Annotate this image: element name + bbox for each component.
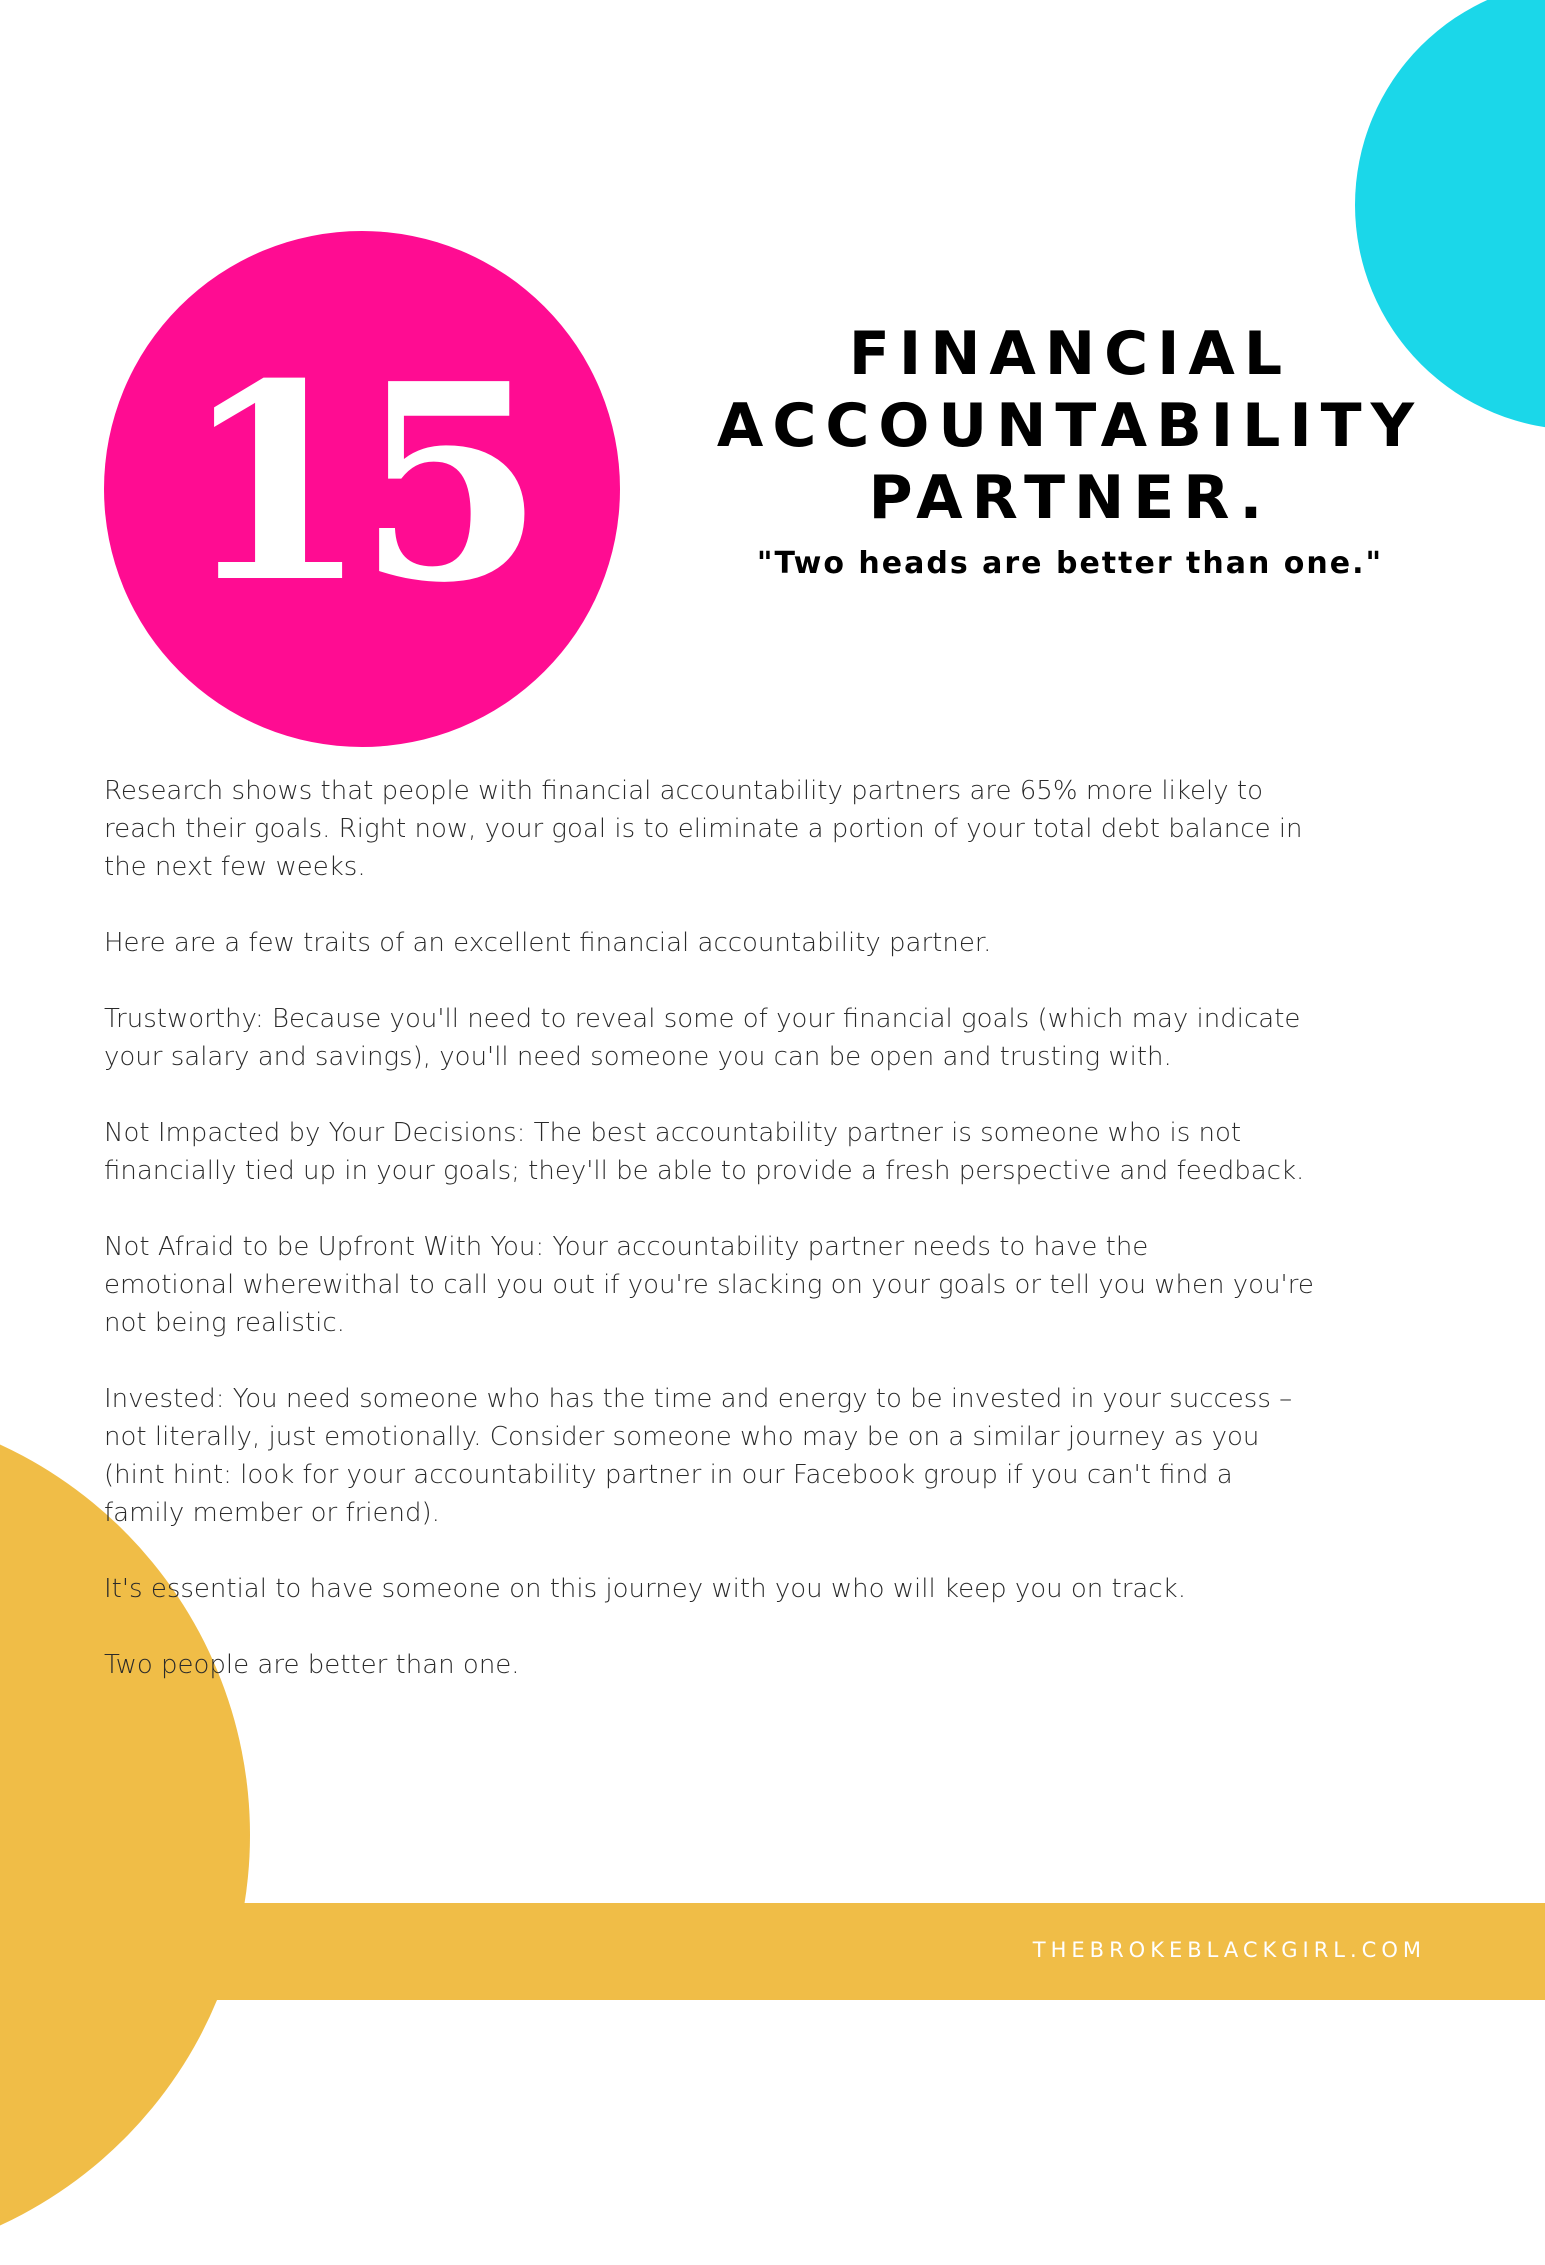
- paragraph-research: Research shows that people with financial accountability partners are 65% more likely to reach their goals. Right now, your goal is to eliminate a portion of your total debt balance in the next few weeks.: [104, 776, 1303, 882]
- paragraph-not-afraid: Not Afraid to be Upfront With You: Your accountability partner needs to have the emotional wherewithal to call you out if you're slacking on your goals or tell you when you're not being realistic.: [104, 1232, 1314, 1338]
- footer-website: THEBROKEBLACKGIRL.COM: [1032, 1938, 1426, 1962]
- paragraph-traits-intro: Here are a few traits of an excellent financial accountability partner.: [104, 928, 992, 958]
- paragraph-not-impacted: Not Impacted by Your Decisions: The best accountability partner is someone who is not financially tied up in your goals; they'll be able to provide a fresh perspective and feedback.: [104, 1118, 1305, 1186]
- title-line-1: FINANCIAL: [848, 319, 1292, 389]
- title-line-3: PARTNER.: [868, 463, 1272, 533]
- title-block: [680, 318, 1460, 581]
- paragraph-closing: Two people are better than one.: [104, 1650, 520, 1680]
- paragraph-invested: Invested: You need someone who has the time and energy to be invested in your success – not literally, just emotionally. Consider someone who may be on a similar journey as you (hint hint: look for your accountability partner in our Facebook group if you can't find a family member or friend).: [104, 1384, 1293, 1528]
- number-badge: [104, 231, 620, 747]
- paragraph-trustworthy: Trustworthy: Because you'll need to reveal some of your financial goals (which may indicate your salary and savings), you'll need someone you can be open and trusting with.: [104, 1004, 1301, 1072]
- title-line-2: ACCOUNTABILITY: [716, 391, 1424, 461]
- paragraph-essential: It's essential to have someone on this journey with you who will keep you on track.: [104, 1574, 1186, 1604]
- step-number: 15: [181, 324, 533, 642]
- body-text: [104, 772, 1504, 1722]
- subtitle-quote: "Two heads are better than one.": [756, 546, 1384, 581]
